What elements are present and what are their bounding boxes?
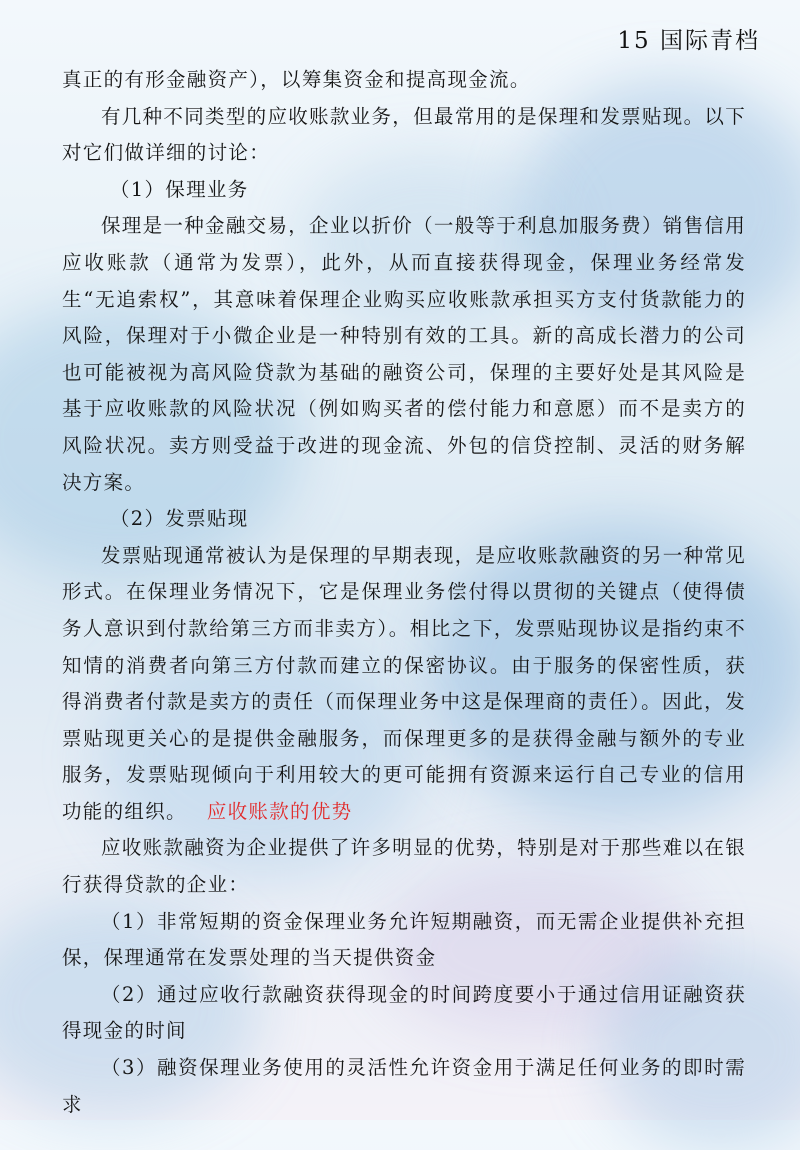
paragraph: 真正的有形金融资产），以筹集资金和提高现金流。 [62,68,531,91]
list-item: （1）非常短期的资金保理业务允许短期融资，而无需企业提供补充担保，保理通常在发票处理的当天提供资金 [62,909,746,970]
document-body [62,62,746,1123]
paragraph [62,538,746,831]
page-header: 15 国际青档 [617,28,760,54]
section-title: 应收账款的优势 [206,799,353,823]
subheading-invoice-discounting: （2）发票贴现 [110,507,249,531]
paragraph: 保理是一种金融交易，企业以折价（一般等于利息加服务费）销售信用应收账款（通常为发票），此外，从而直接获得现金，保理业务经常发生“无追索权”，其意味着保理企业购买应收账款承担买方支付货款能力的风险，保理对于小微企业是一种特别有效的工具。新的高成长潜力的公司也可能被视为高风险贷款为基础的融资公司，保理的主要好处是其风险是基于应收账款的风险状况（例如购买者的偿付能力和意愿）而不是卖方的风险状况。卖方则受益于改进的现金流、外包的信贷控制、灵活的财务解决方案。 [62,214,746,494]
list-item: （2）通过应收行款融资获得现金的时间跨度要小于通过信用证融资获得现金的时间 [62,982,746,1043]
paragraph-text: 发票贴现通常被认为是保理的早期表现，是应收账款融资的另一种常见形式。在保理业务情况下，它是保理业务偿付得以贯彻的关键点（使得债务人意识到付款给第三方而非卖方）。相比之下，发票贴现协议是指约束不知情的消费者向第三方付款而建立的保密协议。由于服务的保密性质，获得消费者付款是卖方的责任（而保理业务中这是保理商的责任）。因此，发票贴现更关心的是提供金融服务，而保理更多的是获得金融与额外的专业服务，发票贴现倾向于利用较大的更可能拥有资源来运行自己专业的信用功能的组织。 [62,543,746,823]
list-item: （3）融资保理业务使用的灵活性允许资金用于满足任何业务的即时需求 [62,1056,746,1116]
subheading-factoring: （1）保理业务 [110,177,249,201]
paragraph: 应收账款融资为企业提供了许多明显的优势，特别是对于那些难以在银行获得贷款的企业： [62,836,746,897]
paragraph: 有几种不同类型的应收账款业务，但最常用的是保理和发票贴现。以下对它们做详细的讨论： [62,104,746,165]
